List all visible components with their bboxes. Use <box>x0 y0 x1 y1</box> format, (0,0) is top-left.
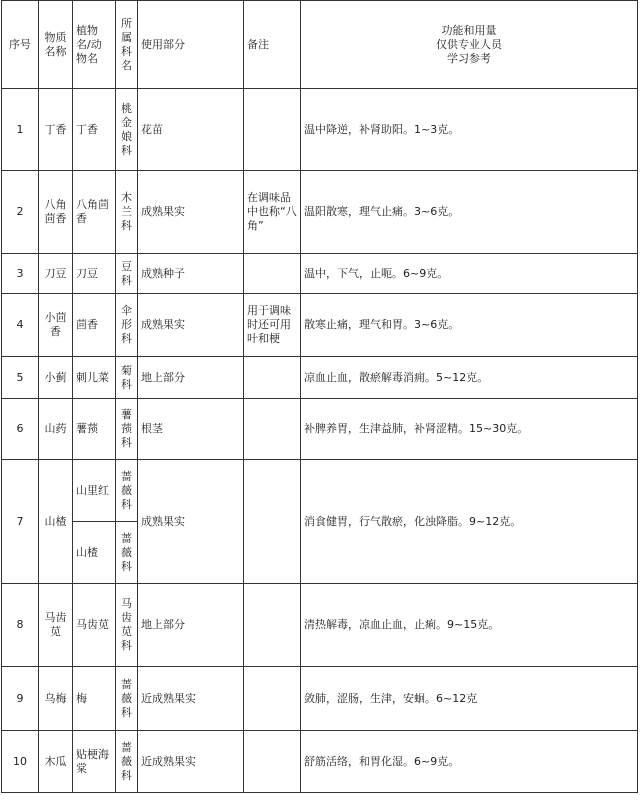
cell-note: 在调味品中也称“八角” <box>244 171 301 254</box>
header-plant: 植物名/动物名 <box>73 1 116 89</box>
header-function-line: 功能和用量 <box>441 23 497 37</box>
cell-no: 9 <box>2 667 39 731</box>
header-function-line: 学习参考 <box>447 51 491 65</box>
cell-no: 4 <box>2 294 39 357</box>
cell-function: 凉血止血，散瘀解毒消痈。5~12克。 <box>301 357 638 399</box>
cell-function: 温阳散寒，理气止痛。3~6克。 <box>301 171 638 254</box>
table-row <box>2 254 638 294</box>
cell-part: 近成熟果实 <box>138 667 244 731</box>
table-row <box>2 294 638 357</box>
table-row <box>2 357 638 399</box>
cell-part: 成熟果实 <box>138 294 244 357</box>
cell-plant: 山楂 <box>73 522 116 584</box>
cell-function: 舒筋活络，和胃化湿。6~9克。 <box>301 731 638 793</box>
cell-family: 菊科 <box>116 357 138 399</box>
cell-function: 补脾养胃，生津益肺，补肾涩精。15~30克。 <box>301 399 638 460</box>
table-row <box>2 171 638 254</box>
cell-plant: 八角茴香 <box>73 171 116 254</box>
cell-part: 根茎 <box>138 399 244 460</box>
cell-part: 地上部分 <box>138 357 244 399</box>
table-row <box>2 399 638 460</box>
cell-name: 八角茴香 <box>39 171 73 254</box>
cell-family: 马齿苋科 <box>116 584 138 667</box>
cell-function: 敛肺，涩肠，生津，安蛔。6~12克 <box>301 667 638 731</box>
cell-name: 小蓟 <box>39 357 73 399</box>
cell-family: 薯蓣科 <box>116 399 138 460</box>
cell-no: 10 <box>2 731 39 793</box>
cell-part: 成熟果实 <box>138 171 244 254</box>
cell-no: 6 <box>2 399 39 460</box>
cell-note <box>244 89 301 171</box>
cell-note <box>244 460 301 584</box>
cell-part: 近成熟果实 <box>138 731 244 793</box>
cell-plant: 薯蓣 <box>73 399 116 460</box>
header-part: 使用部分 <box>138 1 244 89</box>
header-function-line: 仅供专业人员 <box>436 37 502 51</box>
cell-part: 花苗 <box>138 89 244 171</box>
cell-note <box>244 584 301 667</box>
header-function <box>301 1 638 89</box>
cell-family: 蔷薇科 <box>116 667 138 731</box>
cell-note <box>244 254 301 294</box>
cell-note <box>244 357 301 399</box>
cell-name: 木瓜 <box>39 731 73 793</box>
cell-plant: 梅 <box>73 667 116 731</box>
cell-plant: 刀豆 <box>73 254 116 294</box>
header-no: 序号 <box>2 1 39 89</box>
cell-plant: 刺儿菜 <box>73 357 116 399</box>
cell-name: 山楂 <box>39 460 73 584</box>
cell-name: 刀豆 <box>39 254 73 294</box>
cell-part: 成熟果实 <box>138 460 244 584</box>
cell-part: 地上部分 <box>138 584 244 667</box>
cell-family: 豆科 <box>116 254 138 294</box>
cell-no: 7 <box>2 460 39 584</box>
cell-name: 马齿苋 <box>39 584 73 667</box>
cell-name: 山药 <box>39 399 73 460</box>
header-name: 物质名称 <box>39 1 73 89</box>
cell-plant: 贴梗海棠 <box>73 731 116 793</box>
cell-plant: 茴香 <box>73 294 116 357</box>
cell-family: 蔷薇科 <box>116 460 138 522</box>
table-row <box>2 731 638 793</box>
cell-function: 消食健胃，行气散瘀，化浊降脂。9~12克。 <box>301 460 638 584</box>
table-row <box>2 584 638 667</box>
cell-note <box>244 731 301 793</box>
cell-family: 木兰科 <box>116 171 138 254</box>
cell-family: 蔷薇科 <box>116 522 138 584</box>
cell-plant: 马齿苋 <box>73 584 116 667</box>
table-row <box>2 89 638 171</box>
cell-function: 温中，下气，止呃。6~9克。 <box>301 254 638 294</box>
cell-no: 1 <box>2 89 39 171</box>
cell-no: 5 <box>2 357 39 399</box>
cell-name: 小茴香 <box>39 294 73 357</box>
cell-no: 2 <box>2 171 39 254</box>
cell-note <box>244 399 301 460</box>
cell-part: 成熟种子 <box>138 254 244 294</box>
cell-family: 桃金娘科 <box>116 89 138 171</box>
cell-note: 用于调味时还可用叶和梗 <box>244 294 301 357</box>
cell-function: 散寒止痛，理气和胃。3~6克。 <box>301 294 638 357</box>
cell-family: 蔷薇科 <box>116 731 138 793</box>
cell-function: 清热解毒，凉血止血，止痢。9~15克。 <box>301 584 638 667</box>
table-row <box>2 667 638 731</box>
cell-name: 乌梅 <box>39 667 73 731</box>
cell-family: 伞形科 <box>116 294 138 357</box>
herb-table <box>1 0 638 793</box>
header-note: 备注 <box>244 1 301 89</box>
cell-function: 温中降逆，补肾助阳。1~3克。 <box>301 89 638 171</box>
cell-no: 8 <box>2 584 39 667</box>
cell-name: 丁香 <box>39 89 73 171</box>
cell-no: 3 <box>2 254 39 294</box>
cell-note <box>244 667 301 731</box>
cell-plant: 山里红 <box>73 460 116 522</box>
header-family: 所属科名 <box>116 1 138 89</box>
header-row <box>2 1 638 89</box>
cell-plant: 丁香 <box>73 89 116 171</box>
table-row <box>2 460 638 522</box>
